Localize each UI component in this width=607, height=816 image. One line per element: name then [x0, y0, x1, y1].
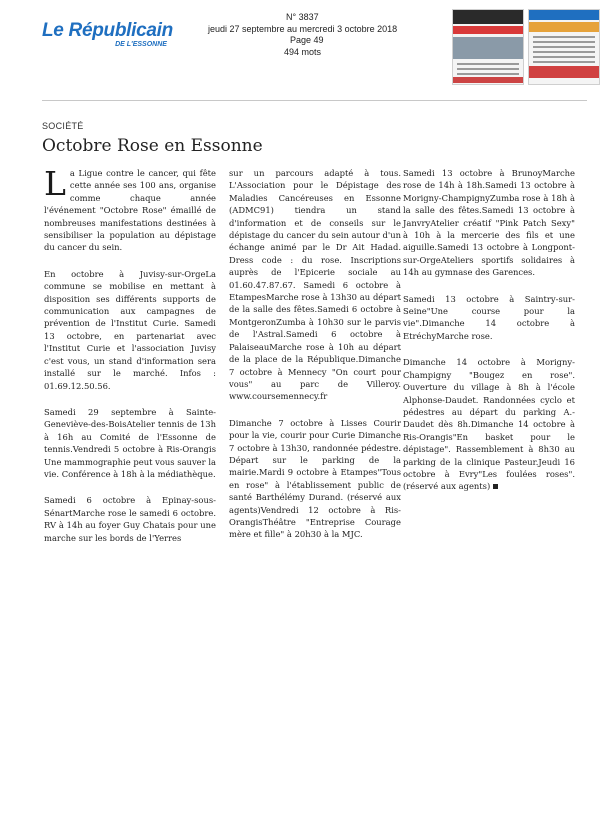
article-column-2: [229, 167, 401, 555]
header-divider: [42, 100, 587, 101]
paragraph: En octobre à Juvisy-sur-OrgeLa commune se mobilise en mettant à disposition ses différents supports de communication aux campagnes de prévention de l'Institut Curie. Samedi 13 octobre, en partenariat avec l'Institut Curie et l'association Juvisy c'est vous, un stand d'information sera installé sur le marché. Infos : 01.69.12.50.56.: [44, 268, 216, 391]
paragraph: Dimanche 14 octobre à Morigny-Champigny "Bougez en rose". Ouverture du village à 8h à l'école Alphonse-Daudet. Randonnées cyclo et pédestres au départ du parking A.-Daudet dès 8h.Dimanche 14 octobre à Ris-Orangis"En basket pour le dépistage". Rassemblement à 8h30 au parking de la clinique Pasteur.Jeudi 16 octobre à Evry"Les foulées roses". (réservé aux agents): [403, 357, 575, 492]
paragraph: sur un parcours adapté à tous. L'Association pour le Dépistage des Maladies Cancéreuses en Essonne (ADMC91) tiendra un stand d'information et de conseils sur le dépistage du cancer du sein autour d'un échange animé par le Dr Ait Hadad. Dress code : du rose. Inscriptions auprès de l'Epicerie sociale au 01.60.47.87.67. Samedi 6 octobre à EtampesMarche rose à 13h30 au départ de la salle des fêtes.Samedi 6 octobre à MontgeronZumba à 10h30 sur le parvis de l'Astral.Samedi 6 octobre à PalaiseauMarche rose à 10h au départ de la place de la République.Dimanche 7 octobre à Mennecy "On court pour vous" au parc de Villeroy. www.coursemennecy.fr: [229, 168, 401, 402]
paragraph: Dimanche 7 octobre à Lisses Courir pour la vie, courir pour Curie Dimanche 7 octobre à 13h30, randonnée pédestre. Départ sur le parking de la mairie.Mardi 9 octobre à Etampes"Tous en rose" à l'établissement public de santé Barthélémy Durand. (réservé aux agents)Vendredi 12 octobre à Ris-OrangisThéâtre "Entreprise Courage mère et fille" à 20h30 à la MJC.: [229, 417, 401, 540]
article-column-1: [44, 164, 216, 558]
logo-subtitle: DE L'ESSONNE: [115, 41, 167, 48]
section-label: SOCIÉTÉ: [42, 121, 84, 131]
word-count: 494 mots: [284, 46, 322, 57]
page-thumbnail: [528, 9, 600, 85]
issue-number: N° 3837: [286, 12, 319, 22]
issue-metadata: [208, 12, 403, 58]
paragraph: Samedi 6 octobre à Epinay-sous-SénartMarche rose le samedi 6 octobre. RV à 14h au foyer Guy Chatais pour une marche sur les bords de l'Yerres: [44, 495, 216, 543]
page-header: [0, 0, 607, 95]
front-page-thumbnail: [452, 9, 524, 85]
paragraph: La Ligue contre le cancer, qui fête cette année ses 100 ans, organise comme chaque année l'événement "Octobre Rose" émaillé de nombreuses manifestations destinées à sensibiliser la population au dépistage du cancer du sein.: [44, 164, 216, 253]
paragraph: Samedi 13 octobre à BrunoyMarche rose de 14h à 18h.Samedi 13 octobre à Morigny-ChampignyZumba rose à 18h à la salle des fêtes.Samedi 13 octobre à JanvryAtelier créatif "Pink Patch Sexy" à 10h à la mercerie des fils et une aiguille.Samedi 13 octobre à Longpont-sur-OrgeAteliers sportifs solidaires à 14h au gymnase des Garences.: [403, 168, 575, 278]
newspaper-logo: [42, 21, 173, 48]
drop-cap: L: [44, 164, 66, 203]
article-column-3: [403, 167, 575, 507]
paragraph: Samedi 13 octobre à Saintry-sur-Seine"Une course pour la vie".Dimanche 14 octobre à EtréchyMarche rose.: [403, 293, 575, 341]
page-number: Page 49: [290, 35, 324, 45]
logo-title: Le Républicain: [42, 20, 173, 41]
end-of-article-mark: [493, 484, 498, 489]
article-title: Octobre Rose en Essonne: [42, 136, 263, 156]
issue-dates: jeudi 27 septembre au mercredi 3 octobre 2018: [208, 23, 398, 34]
paragraph: Samedi 29 septembre à Sainte-Geneviève-des-BoisAtelier tennis de 13h à 16h au Comité de l'Essonne de tennis.Vendredi 5 octobre à Ris-Orangis Une mammographie peut vous sauver la vie. Conférence à 18h à la médiathèque.: [44, 406, 216, 479]
